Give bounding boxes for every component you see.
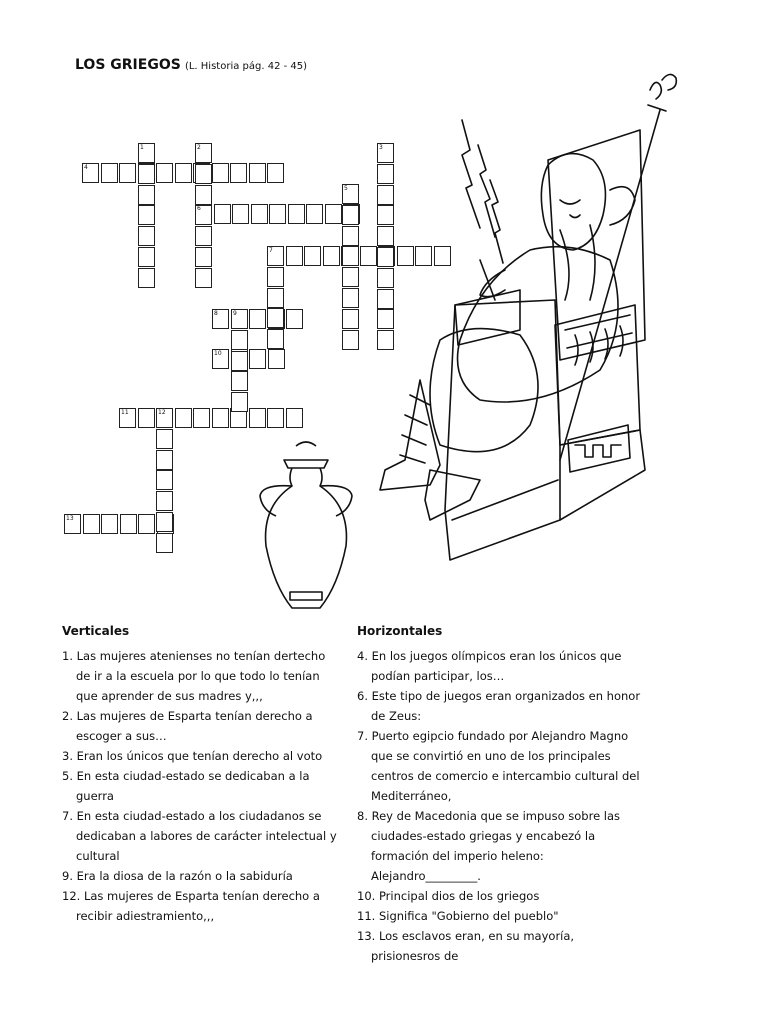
clue-horizontal-11: 11. Significa "Gobierno del pueblo" [357, 909, 559, 923]
lightning-bolt-icon [462, 120, 480, 228]
clue-horizontal-6: 6. Este tipo de juegos eran organizados en honor de Zeus: [357, 689, 641, 723]
crossword-clue-number: 11 [121, 409, 129, 416]
clue-vertical-2: 2. Las mujeres de Esparta tenían derecho a escoger a sus… [62, 709, 313, 743]
horizontal-clues [357, 622, 647, 963]
clue-vertical-7: 7. En esta ciudad-estado a los ciudadanos se dedicaban a labores de carácter intelectual y cultural [62, 809, 337, 863]
clue-horizontal-7: 7. Puerto egipcio fundado por Alejandro Magno que se convirtió en uno de los principales centros de comercio e intercambio cultural del Mediterráneo, [357, 729, 640, 803]
horizontal-clues-heading: Horizontales [357, 624, 443, 638]
throne-armrest [455, 290, 520, 345]
crossword-clue-number: 5 [344, 185, 348, 192]
clue-horizontal-13: 13. Los esclavos eran, en su mayoría, prisionesros de [357, 929, 575, 963]
crossword-clue-number: 9 [233, 310, 237, 317]
zeus-leg [430, 329, 538, 452]
clue-vertical-3: 3. Eran los únicos que tenían derecho al voto [62, 749, 323, 763]
crossword-clue-number: 13 [66, 515, 74, 522]
crossword-clue-number: 3 [379, 144, 383, 151]
clue-vertical-1: 1. Las mujeres atenienses no tenían dertecho de ir a la escuela por lo que todo lo tenían que aprender de sus madres y,,, [62, 649, 326, 703]
scepter [560, 110, 660, 460]
crossword-clue-number: 10 [214, 350, 222, 357]
crossword-clue-number: 2 [197, 144, 201, 151]
crossword-clue-number: 7 [269, 247, 273, 254]
title-main: LOS GRIEGOS [75, 57, 181, 73]
vertical-clues [62, 622, 337, 926]
clue-horizontal-8: 8. Rey de Macedonia que se impuso sobre las ciudades-estado griegas y encabezó la formación del imperio heleno: Alejandro_________. [357, 809, 621, 883]
crossword-clue-number: 8 [214, 310, 218, 317]
crossword-clue-number: 4 [84, 164, 88, 171]
vertical-clues-heading: Verticales [62, 624, 130, 638]
clue-vertical-12: 12. Las mujeres de Esparta tenían derecho a recibir adiestramiento,,, [62, 889, 320, 923]
vase-illustration [260, 442, 352, 608]
throne-base [445, 300, 645, 560]
crossword-clue-number: 6 [197, 205, 201, 212]
crossword-clue-number: 1 [140, 144, 144, 151]
clue-horizontal-4: 4. En los juegos olímpicos eran los únicos que podían participar, los… [357, 649, 622, 683]
clue-vertical-9: 9. Era la diosa de la razón o la sabiduría [62, 869, 293, 883]
clue-vertical-5: 5. En esta ciudad-estado se dedicaban a la guerra [62, 769, 310, 803]
clue-horizontal-10: 10. Principal dios de los griegos [357, 889, 540, 903]
title-reference: (L. Historia pág. 42 - 45) [184, 61, 308, 72]
crossword-clue-number: 12 [158, 409, 166, 416]
